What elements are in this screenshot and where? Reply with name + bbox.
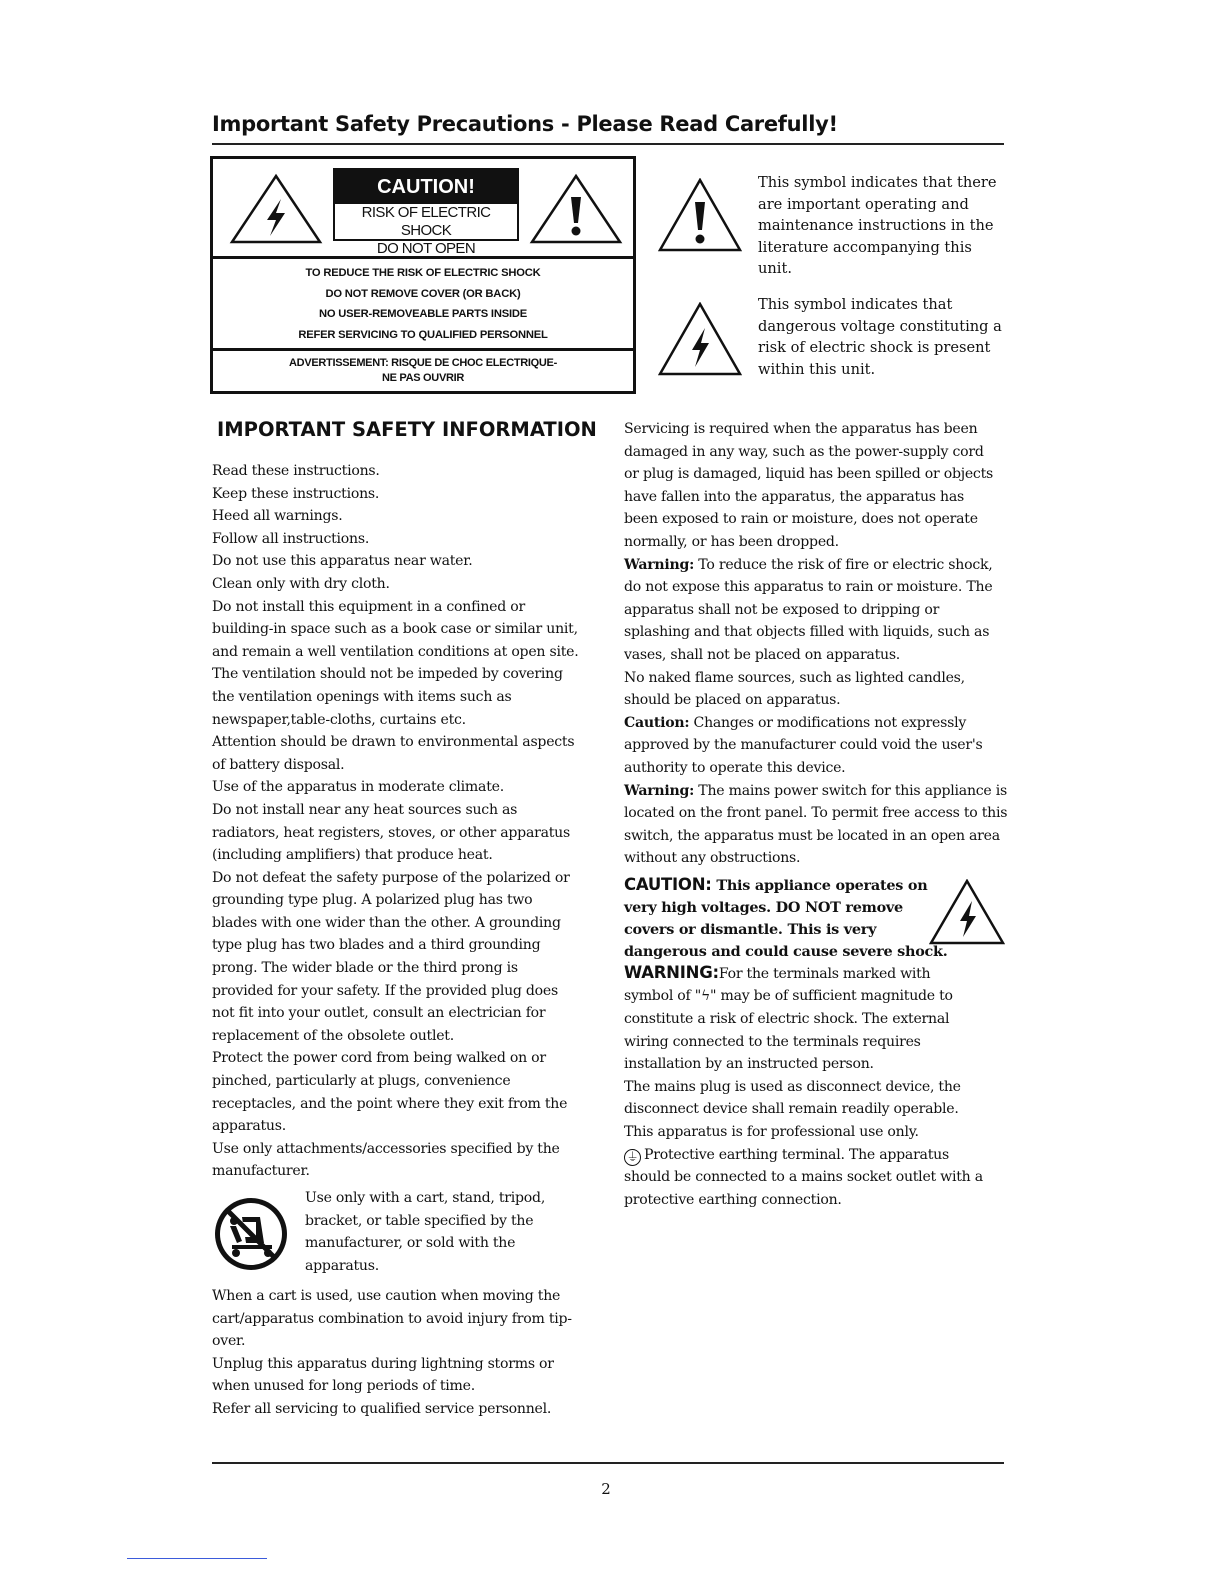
text-line: radiators, heat registers, stoves, or other apparatus (212, 824, 570, 841)
caution-sticker (333, 168, 519, 257)
text-line: splashing and that objects filled with liquids, such as (624, 624, 990, 641)
warning-text: To reduce the risk of fire or electric shock, (694, 556, 993, 573)
text-line: been exposed to rain or moisture, does not operate (624, 511, 978, 528)
text-line: newspaper,table-cloths, curtains etc. (212, 711, 466, 728)
text-line: authority to operate this device. (624, 759, 846, 776)
text-line: should be connected to a mains socket outlet with a (624, 1169, 983, 1186)
cart-tipover-icon (212, 1195, 290, 1273)
text-line: manufacturer. (212, 1163, 310, 1180)
text-line: Use only attachments/accessories specified by the (212, 1140, 560, 1157)
text-line: located on the front panel. To permit free access to this (624, 805, 1008, 822)
text-line: Do not defeat the safety purpose of the polarized or (212, 869, 570, 886)
caution-instructions (213, 259, 633, 351)
text-line: covers or dismantle. This is very (624, 920, 877, 938)
text-line: Use of the apparatus in moderate climate. (212, 779, 504, 796)
text-line: building-in space such as a book case or similar unit, (212, 621, 578, 638)
text-line: constitute a risk of electric shock. The external (624, 1011, 950, 1028)
text-line: wiring connected to the terminals requires (624, 1033, 921, 1050)
text-line: Do not use this apparatus near water. (212, 553, 473, 570)
text-line: normally, or has been dropped. (624, 533, 839, 550)
modification-caution (624, 712, 1004, 780)
text-line: grounding type plug. A polarized plug has two (212, 892, 533, 909)
text-line: cart/apparatus combination to avoid injury from tip- (212, 1310, 572, 1327)
text-line: Protect the power cord from being walked on or (212, 1050, 546, 1067)
text-line: do not expose this apparatus to rain or moisture. The (624, 579, 993, 596)
voltage-symbol-text: This symbol indicates that dangerous voltage constituting a risk of electric shock is present within this unit. (758, 296, 1002, 378)
text-line: apparatus shall not be exposed to dripping or (624, 601, 940, 618)
text-line: of battery disposal. (212, 756, 345, 773)
exclamation-symbol-text: This symbol indicates that there are important operating and maintenance instructions in the literature accompanying this unit. (758, 174, 997, 277)
terminal-warning (624, 962, 1004, 1144)
text-line (624, 874, 928, 897)
text-line: Keep these instructions. (212, 485, 380, 502)
right-column (624, 418, 1008, 1211)
text-line: switch, the apparatus must be located in an open area (624, 827, 1000, 844)
text-line: installation by an instructed person. (624, 1056, 874, 1073)
lightning-warning-icon (229, 173, 323, 245)
text-line: This apparatus is for professional use only. (624, 1124, 919, 1141)
exclamation-warning-icon (529, 173, 623, 245)
text-line: Attention should be drawn to environmental aspects (212, 734, 575, 751)
exclamation-triangle-icon (658, 178, 742, 252)
text-line: pinched, particularly at plugs, convenience (212, 1073, 511, 1090)
text-line: Servicing is required when the apparatus has been (624, 421, 978, 437)
text-line (624, 780, 1007, 803)
text-line (624, 962, 1004, 986)
text-line: disconnect device shall remain readily operable. (624, 1101, 959, 1118)
text-line: manufacturer, or sold with the (305, 1235, 516, 1252)
text-line: over. (212, 1333, 246, 1350)
text-line (624, 554, 1004, 577)
text-line: Use only with a cart, stand, tripod, (305, 1190, 546, 1206)
text-line: and remain a well ventilation conditions at open site. (212, 643, 579, 660)
text-line: type plug has two blades and a third grounding (212, 937, 541, 954)
text-line: damaged in any way, such as the power-supply cord (624, 443, 984, 460)
footer-divider (212, 1462, 1004, 1464)
moisture-warning (624, 554, 1004, 712)
text-line: or plug is damaged, liquid has been spilled or objects (624, 466, 993, 483)
french-warning (213, 351, 633, 391)
text-line: should be placed on apparatus. (624, 692, 841, 709)
text-line: vases, shall not be placed on apparatus. (624, 646, 901, 663)
text-line: dangerous and could cause severe shock. (624, 942, 948, 960)
lightning-triangle-icon (929, 879, 1005, 945)
text-line: Unplug this apparatus during lightning storms or (212, 1355, 554, 1372)
text-line (624, 1144, 1004, 1167)
text-line: No naked flame sources, such as lighted candles, (624, 669, 965, 686)
text-line: Read these instructions. (212, 463, 380, 479)
earthing-text: Protective earthing terminal. The apparatus (644, 1146, 949, 1163)
text-line: approved by the manufacturer could void the user's (624, 737, 983, 754)
text-line: prong. The wider blade or the third prong is (212, 960, 518, 977)
caution-label-top (213, 159, 633, 259)
cart-warning (212, 1187, 582, 1279)
text-line: provided for your safety. If the provided plug does (212, 982, 558, 999)
closing-instructions (212, 1285, 582, 1421)
text-line: the ventilation openings with items such as (212, 688, 512, 705)
text-line: apparatus. (305, 1257, 379, 1274)
caution-text: Changes or modifications not expressly (689, 714, 967, 731)
text-line: replacement of the obsolete outlet. (212, 1027, 454, 1044)
left-column (212, 460, 582, 1421)
caution-heading: CAUTION! (335, 170, 517, 204)
text-line: very high voltages. DO NOT remove (624, 898, 903, 916)
text-line: Refer all servicing to qualified service personnel. (212, 1400, 552, 1417)
page-title: Important Safety Precautions - Please Read Carefully! (212, 112, 838, 136)
french-line: ADVERTISSEMENT: RISQUE DE CHOC ELECTRIQUE- (289, 357, 557, 369)
high-voltage-text (624, 874, 948, 963)
text-line: have fallen into the apparatus, the apparatus has (624, 488, 964, 505)
text-line: when unused for long periods of time. (212, 1378, 475, 1395)
text-line: without any obstructions. (624, 850, 801, 867)
text-line: apparatus. (212, 1118, 286, 1135)
lightning-triangle-icon (658, 302, 742, 376)
instruction-line: NO USER-REMOVEABLE PARTS INSIDE (318, 308, 528, 320)
text-line: Do not install this equipment in a confined or (212, 598, 525, 615)
voltage-symbol-explanation (658, 294, 1004, 384)
power-switch-warning (624, 780, 1008, 870)
earth-ground-icon: ⏚ (624, 1149, 641, 1166)
instruction-list (212, 460, 582, 1183)
bottom-link-underline (127, 1558, 267, 1559)
text-line (624, 712, 1004, 735)
instruction-line: DO NOT REMOVE COVER (OR BACK) (325, 287, 521, 300)
text-line: receptacles, and the point where they exit from the (212, 1095, 568, 1112)
page-number: 2 (601, 1480, 611, 1498)
text-line: Do not install near any heat sources such as (212, 801, 518, 818)
header-divider (212, 143, 1004, 145)
warning-word: WARNING: (624, 962, 719, 982)
earthing-note (624, 1144, 1004, 1212)
french-line: NE PAS OUVRIR (381, 372, 465, 384)
text-line: symbol of "ϟ" may be of sufficient magnitude to (624, 988, 953, 1005)
text-line: Heed all warnings. (212, 508, 343, 525)
text-line: When a cart is used, use caution when moving the (212, 1288, 561, 1304)
text-line: The ventilation should not be impeded by covering (212, 666, 563, 683)
cart-text (305, 1187, 575, 1277)
high-voltage-caution (624, 874, 1004, 962)
servicing-paragraph (624, 418, 1004, 554)
section-heading: IMPORTANT SAFETY INFORMATION (217, 418, 597, 441)
exclamation-symbol-explanation (658, 172, 1004, 277)
caution-label: Caution: (624, 714, 690, 731)
do-not-open-line: DO NOT OPEN (376, 240, 476, 257)
warning-label: Warning: (624, 782, 695, 799)
instruction-line: REFER SERVICING TO QUALIFIED PERSONNEL (298, 328, 548, 341)
text-line: Follow all instructions. (212, 530, 370, 547)
caution-label-box (210, 156, 636, 394)
text-line: The mains plug is used as disconnect device, the (624, 1078, 961, 1095)
caution-word: CAUTION: (624, 874, 712, 894)
warning-text: The mains power switch for this appliance is (694, 782, 1007, 799)
warning-text: For the terminals marked with (718, 965, 931, 982)
text-line: Clean only with dry cloth. (212, 575, 390, 592)
instruction-line: TO REDUCE THE RISK OF ELECTRIC SHOCK (305, 267, 541, 279)
text-line: not fit into your outlet, consult an electrician for (212, 1005, 546, 1022)
text-line: (including amplifiers) that produce heat. (212, 847, 493, 864)
text-line: protective earthing connection. (624, 1191, 842, 1208)
risk-line: RISK OF ELECTRIC SHOCK (361, 204, 491, 239)
text-line: blades with one wider than the other. A grounding (212, 914, 561, 931)
caution-text: This appliance operates on (711, 876, 928, 894)
warning-label: Warning: (624, 556, 695, 573)
text-line: bracket, or table specified by the (305, 1212, 534, 1229)
